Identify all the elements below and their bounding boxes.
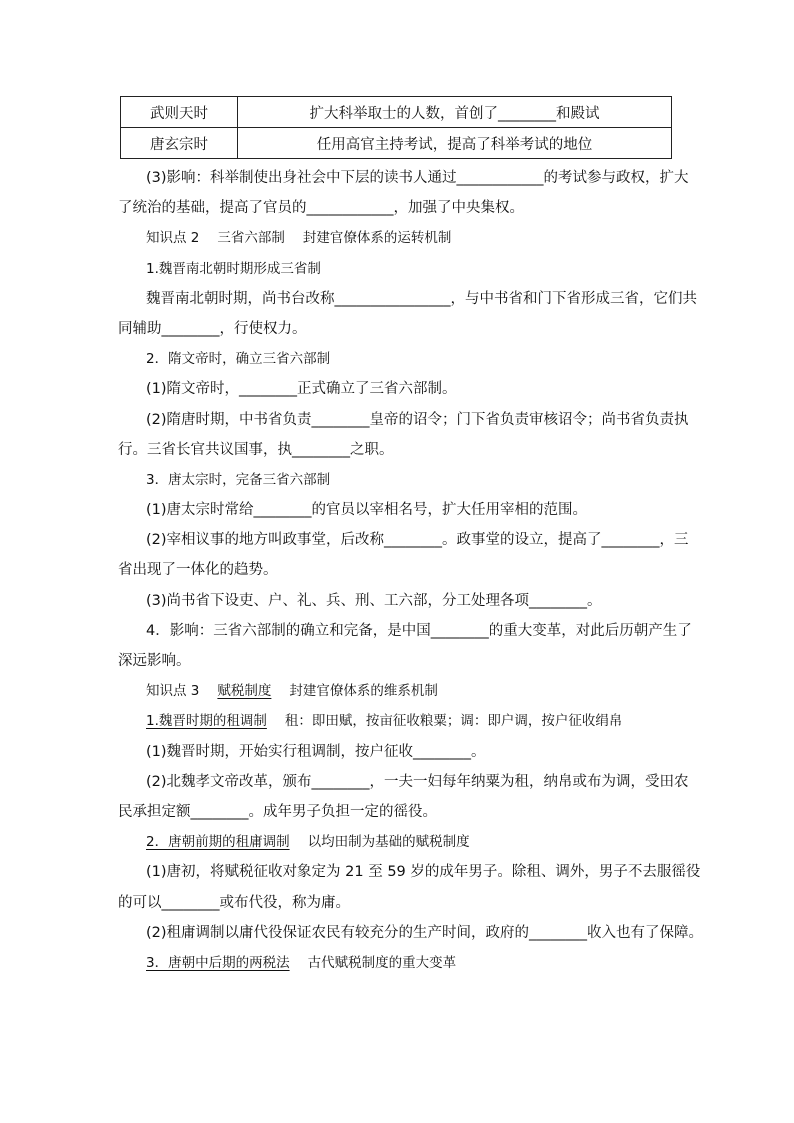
paragraph-line: (2)租庸调制以庸代役保证农民有较充分的生产时间，政府的________收入也有了保障。 xyxy=(146,924,704,941)
kp-topic: 三省六部制 xyxy=(217,230,285,247)
section-note: 租：即田赋，按亩征收粮粟；调：即户调，按户征收绢帛 xyxy=(284,713,623,730)
paragraph-line: 行。三省长官共议国事，执________之职。 xyxy=(118,441,394,458)
table-cell-ruler: 武则天时 xyxy=(121,97,238,128)
section-note: 以均田制为基础的赋税制度 xyxy=(307,834,470,851)
paragraph-line: 4．影响：三省六部制的确立和完备，是中国________的重大变革，对此后历朝产生了 xyxy=(146,622,692,639)
table-row xyxy=(121,128,672,159)
paragraph-line: (2)宰相议事的地方叫政事堂，后改称________。政事堂的设立，提高了________，三 xyxy=(146,532,689,549)
section-title-text: 1.魏晋时期的租调制 xyxy=(146,713,267,730)
paragraph-line: (3)尚书省下设吏、户、礼、兵、刑、工六部，分工处理各项________。 xyxy=(146,592,602,609)
section-note: 古代赋税制度的重大变革 xyxy=(307,954,457,971)
kp-desc: 封建官僚体系的维系机制 xyxy=(289,683,438,700)
section-title-text: 2．唐朝前期的租庸调制 xyxy=(146,834,290,851)
paragraph-line: (1)唐太宗时常给________的官员以宰相名号，扩大任用宰相的范围。 xyxy=(146,502,588,519)
section-title xyxy=(118,948,678,978)
paragraph-line: (1)唐初，将赋税征收对象定为 21 至 59 岁的成年男子。除租、调外，男子不去服徭役 xyxy=(146,864,701,881)
table-cell-ruler: 唐玄宗时 xyxy=(121,128,238,159)
paragraph-line: (1)隋文帝时，________正式确立了三省六部制。 xyxy=(146,381,457,398)
paragraph-line: 省出现了一体化的趋势。 xyxy=(118,562,278,579)
reform-table xyxy=(120,96,672,159)
paragraph-line: (1)魏晋时期，开始实行租调制，按户征收________。 xyxy=(146,743,486,760)
paragraph-line: (2)隋唐时期，中书省负责________皇帝的诏令；门下省负责审核诏令；尚书省负责执 xyxy=(146,411,689,428)
kp-label: 知识点 2 xyxy=(146,230,200,247)
paragraph-line: 同辅助________，行使权力。 xyxy=(118,320,307,337)
knowledge-point-heading xyxy=(118,223,678,253)
table-row xyxy=(121,97,672,128)
section-title: 2．隋文帝时，确立三省六部制 xyxy=(146,351,331,368)
kp-desc: 封建官僚体系的运转机制 xyxy=(302,230,452,247)
section-title: 1.魏晋南北朝时期形成三省制 xyxy=(146,260,321,277)
paragraph-line: 深远影响。 xyxy=(118,653,191,669)
document-body xyxy=(118,163,704,978)
section-title: 3．唐太宗时，完备三省六部制 xyxy=(146,471,331,488)
paragraph-line: 民承担定额________。成年男子负担一定的徭役。 xyxy=(118,803,437,820)
section-title xyxy=(118,706,678,736)
paragraph-line: 魏晋南北朝时期，尚书台改称________________，与中书省和门下省形成三省，它们共 xyxy=(146,290,697,307)
table-cell-content: 扩大科举取士的人数，首创了________和殿试 xyxy=(238,97,672,128)
table-cell-content: 任用高官主持考试，提高了科举考试的地位 xyxy=(238,128,672,159)
paragraph-line: (2)北魏孝文帝改革，颁布________，一夫一妇每年纳粟为租，纳帛或布为调，受田农 xyxy=(146,773,689,790)
section-title-text: 3．唐朝中后期的两税法 xyxy=(146,954,290,971)
kp-label: 知识点 3 xyxy=(146,683,200,700)
section-title xyxy=(118,827,678,857)
kp-topic: 赋税制度 xyxy=(217,683,272,700)
paragraph-line: 了统治的基础，提高了官员的____________，加强了中央集权。 xyxy=(118,200,524,217)
paragraph-line: 的可以________或布代役，称为庸。 xyxy=(118,894,350,911)
knowledge-point-heading xyxy=(118,676,678,706)
paragraph-line: (3)影响：科举制使出身社会中下层的读书人通过____________的考试参与政权，扩大 xyxy=(146,170,689,186)
